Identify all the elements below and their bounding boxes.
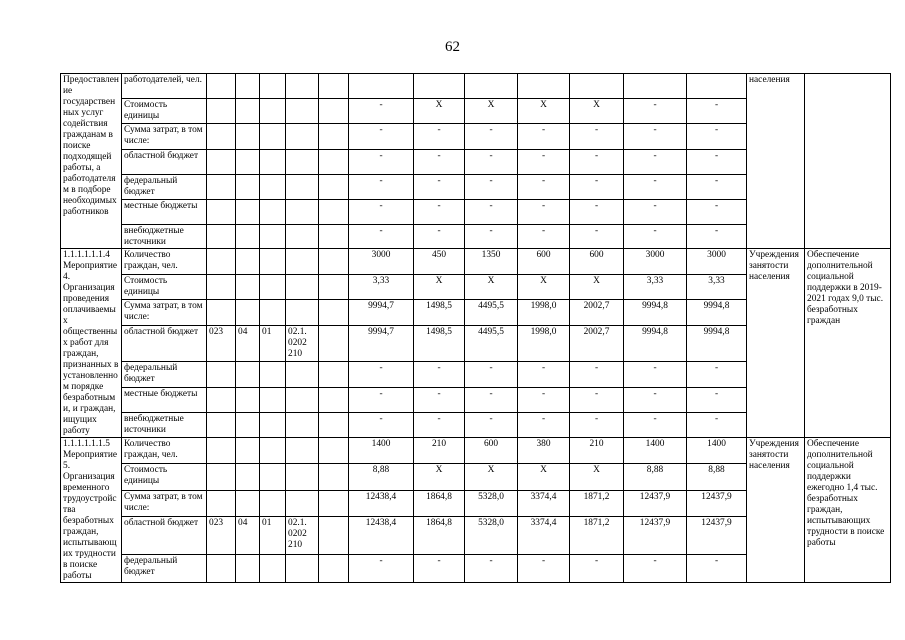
value-cell: - [570, 150, 624, 175]
code-cell [319, 99, 349, 124]
value-cell: 1998,0 [518, 325, 570, 362]
indicator-cell: местные бюджеты [122, 200, 207, 225]
value-cell: X [414, 99, 465, 124]
value-cell: - [414, 225, 465, 249]
value-cell: - [624, 554, 687, 582]
indicator-cell: Сумма затрат, в том числе: [122, 300, 207, 326]
code-cell [260, 362, 286, 388]
code-cell [319, 274, 349, 300]
value-cell: - [349, 225, 414, 249]
code-cell [260, 300, 286, 326]
indicator-cell: федеральный бюджет [122, 175, 207, 200]
code-cell [260, 74, 286, 99]
value-cell: - [687, 175, 747, 200]
code-cell: 023 [207, 516, 236, 554]
value-cell [349, 74, 414, 99]
code-cell [236, 362, 260, 388]
value-cell: - [624, 200, 687, 225]
page-number: 62 [445, 39, 460, 55]
value-cell [570, 74, 624, 99]
value-cell: 3000 [624, 249, 687, 275]
code-cell [286, 99, 319, 124]
value-cell: - [687, 387, 747, 413]
code-cell [319, 387, 349, 413]
code-cell [236, 438, 260, 464]
indicator-cell: федеральный бюджет [122, 554, 207, 582]
value-cell: 9994,8 [624, 300, 687, 326]
value-cell: - [624, 362, 687, 388]
value-cell: 1864,8 [414, 516, 465, 554]
value-cell: - [465, 124, 518, 150]
code-cell [207, 99, 236, 124]
value-cell [518, 74, 570, 99]
value-cell: 5328,0 [465, 516, 518, 554]
value-cell: 1350 [465, 249, 518, 275]
executor-cell: Учреждения занятости населения [747, 438, 805, 583]
code-cell [319, 175, 349, 200]
indicator-cell: областной бюджет [122, 516, 207, 554]
code-cell [207, 249, 236, 275]
value-cell: - [570, 225, 624, 249]
code-cell [286, 175, 319, 200]
value-cell: - [414, 554, 465, 582]
table-row [61, 438, 891, 464]
value-cell: - [518, 225, 570, 249]
code-cell [207, 124, 236, 150]
value-cell: - [624, 413, 687, 438]
value-cell: - [518, 200, 570, 225]
value-cell: 5328,0 [465, 490, 518, 516]
indicator-cell: Количество граждан, чел. [122, 249, 207, 275]
value-cell: 9994,8 [687, 325, 747, 362]
code-cell: 04 [236, 516, 260, 554]
code-cell [286, 554, 319, 582]
code-cell [236, 99, 260, 124]
value-cell: 1871,2 [570, 490, 624, 516]
indicator-cell: Сумма затрат, в том числе: [122, 124, 207, 150]
value-cell: - [349, 387, 414, 413]
value-cell: 1400 [687, 438, 747, 464]
code-cell [286, 438, 319, 464]
value-cell: 3,33 [624, 274, 687, 300]
code-cell [286, 387, 319, 413]
code-cell [286, 74, 319, 99]
code-cell [207, 74, 236, 99]
value-cell: 3374,4 [518, 516, 570, 554]
value-cell: - [518, 362, 570, 388]
value-cell: - [465, 175, 518, 200]
code-cell [319, 490, 349, 516]
code-cell: 01 [260, 325, 286, 362]
code-cell [319, 325, 349, 362]
code-cell [260, 490, 286, 516]
code-cell [236, 150, 260, 175]
value-cell: - [624, 225, 687, 249]
result-cell [805, 74, 891, 249]
value-cell: 600 [465, 438, 518, 464]
code-cell [207, 274, 236, 300]
indicator-cell: Количество граждан, чел. [122, 438, 207, 464]
code-cell [236, 554, 260, 582]
value-cell: X [518, 99, 570, 124]
value-cell: - [465, 150, 518, 175]
code-cell [319, 300, 349, 326]
value-cell: 9994,8 [624, 325, 687, 362]
indicator-cell: областной бюджет [122, 325, 207, 362]
value-cell: - [518, 413, 570, 438]
code-cell [286, 362, 319, 388]
value-cell: - [687, 150, 747, 175]
code-cell [286, 300, 319, 326]
code-cell [319, 74, 349, 99]
code-cell [286, 413, 319, 438]
value-cell: 1498,5 [414, 325, 465, 362]
code-cell [286, 200, 319, 225]
code-cell [286, 249, 319, 275]
code-cell [236, 74, 260, 99]
code-cell [260, 150, 286, 175]
value-cell: 1864,8 [414, 490, 465, 516]
value-cell: X [518, 274, 570, 300]
value-cell: - [518, 175, 570, 200]
code-cell [260, 464, 286, 490]
code-cell [260, 274, 286, 300]
table-row [61, 74, 891, 99]
value-cell: - [570, 362, 624, 388]
code-cell [236, 413, 260, 438]
value-cell: X [465, 464, 518, 490]
indicator-cell: Стоимость единицы [122, 464, 207, 490]
value-cell: - [570, 200, 624, 225]
value-cell: 4495,5 [465, 325, 518, 362]
code-cell [236, 464, 260, 490]
value-cell: - [624, 150, 687, 175]
value-cell: - [349, 175, 414, 200]
value-cell: - [624, 175, 687, 200]
code-cell [260, 413, 286, 438]
code-cell [319, 124, 349, 150]
code-cell [236, 490, 260, 516]
indicator-cell: работодателей, чел. [122, 74, 207, 99]
value-cell: 9994,7 [349, 300, 414, 326]
value-cell: - [414, 200, 465, 225]
code-cell [319, 362, 349, 388]
value-cell: - [349, 554, 414, 582]
value-cell [465, 74, 518, 99]
executor-cell: населения [747, 74, 805, 249]
code-cell [319, 200, 349, 225]
code-cell [207, 413, 236, 438]
value-cell: 3,33 [349, 274, 414, 300]
value-cell: - [570, 387, 624, 413]
value-cell: - [349, 150, 414, 175]
value-cell: - [687, 362, 747, 388]
value-cell: - [414, 150, 465, 175]
value-cell: - [349, 362, 414, 388]
code-cell [236, 249, 260, 275]
code-cell [236, 300, 260, 326]
measure-name: 1.1.1.1.1.1.5 Мероприятие 5. Организация временного трудоустройства безработных граждан, испытывающих трудности в поиске работы [61, 438, 122, 583]
value-cell: 1998,0 [518, 300, 570, 326]
value-cell: - [414, 387, 465, 413]
code-cell [207, 200, 236, 225]
value-cell: 210 [414, 438, 465, 464]
code-cell [260, 387, 286, 413]
value-cell: X [465, 99, 518, 124]
value-cell: - [570, 175, 624, 200]
code-cell: 02.1. 0202 210 [286, 516, 319, 554]
indicator-cell: областной бюджет [122, 150, 207, 175]
code-cell [260, 175, 286, 200]
value-cell: X [570, 464, 624, 490]
indicator-cell: местные бюджеты [122, 387, 207, 413]
code-cell [236, 124, 260, 150]
code-cell [207, 175, 236, 200]
value-cell: 12438,4 [349, 490, 414, 516]
result-cell: Обеспечение дополнительной социальной поддержки ежегодно 1,4 тыс. безработных граждан, испытывающих трудности в поиске работы [805, 438, 891, 583]
value-cell: 450 [414, 249, 465, 275]
indicator-cell: федеральный бюджет [122, 362, 207, 388]
value-cell: 3,33 [687, 274, 747, 300]
code-cell [207, 150, 236, 175]
indicator-cell: внебюджетные источники [122, 225, 207, 249]
code-cell [236, 274, 260, 300]
value-cell: 8,88 [349, 464, 414, 490]
result-cell: Обеспечение дополнительной социальной поддержки в 2019-2021 годах 9,0 тыс. безработных граждан [805, 249, 891, 438]
value-cell: 1400 [349, 438, 414, 464]
code-cell [207, 362, 236, 388]
code-cell [260, 124, 286, 150]
measure-name: 1.1.1.1.1.1.4 Мероприятие 4. Организация проведения оплачиваемых общественных работ для граждан, признанных в установленном порядке безработными, и граждан, ищущих работу [61, 249, 122, 438]
code-cell [260, 249, 286, 275]
code-cell [260, 554, 286, 582]
value-cell: 2002,7 [570, 325, 624, 362]
value-cell: - [687, 554, 747, 582]
value-cell: - [518, 387, 570, 413]
code-cell: 023 [207, 325, 236, 362]
code-cell [207, 225, 236, 249]
code-cell [319, 554, 349, 582]
code-cell [207, 438, 236, 464]
code-cell [207, 464, 236, 490]
code-cell [236, 387, 260, 413]
value-cell: 1871,2 [570, 516, 624, 554]
value-cell: 12437,9 [687, 490, 747, 516]
code-cell [207, 490, 236, 516]
value-cell: - [465, 554, 518, 582]
indicator-cell: Стоимость единицы [122, 274, 207, 300]
value-cell: - [624, 387, 687, 413]
code-cell [260, 200, 286, 225]
code-cell [319, 225, 349, 249]
value-cell: 12437,9 [624, 516, 687, 554]
code-cell [207, 554, 236, 582]
value-cell: 210 [570, 438, 624, 464]
value-cell: 12438,4 [349, 516, 414, 554]
value-cell: X [414, 274, 465, 300]
code-cell: 02.1. 0202 210 [286, 325, 319, 362]
code-cell [286, 225, 319, 249]
value-cell: - [349, 99, 414, 124]
code-cell [319, 464, 349, 490]
code-cell [319, 413, 349, 438]
value-cell: 2002,7 [570, 300, 624, 326]
value-cell [624, 74, 687, 99]
value-cell: - [518, 150, 570, 175]
code-cell [286, 464, 319, 490]
value-cell: - [570, 554, 624, 582]
value-cell: 12437,9 [687, 516, 747, 554]
code-cell: 01 [260, 516, 286, 554]
value-cell: - [687, 99, 747, 124]
indicator-cell: Стоимость единицы [122, 99, 207, 124]
value-cell: X [414, 464, 465, 490]
code-cell [286, 490, 319, 516]
value-cell: - [414, 175, 465, 200]
table-row [61, 249, 891, 275]
program-table [60, 73, 891, 583]
value-cell: 9994,8 [687, 300, 747, 326]
code-cell [207, 387, 236, 413]
value-cell: X [570, 99, 624, 124]
value-cell: 380 [518, 438, 570, 464]
code-cell [319, 249, 349, 275]
value-cell: 12437,9 [624, 490, 687, 516]
value-cell: 600 [570, 249, 624, 275]
code-cell [286, 150, 319, 175]
code-cell [260, 225, 286, 249]
value-cell: 8,88 [624, 464, 687, 490]
value-cell: - [465, 413, 518, 438]
value-cell: 600 [518, 249, 570, 275]
value-cell: 8,88 [687, 464, 747, 490]
value-cell: - [570, 413, 624, 438]
value-cell: - [518, 554, 570, 582]
code-cell [286, 274, 319, 300]
value-cell: - [349, 200, 414, 225]
value-cell: - [687, 225, 747, 249]
value-cell: X [465, 274, 518, 300]
value-cell [687, 74, 747, 99]
value-cell [414, 74, 465, 99]
measure-name: Предоставление государственных услуг содействия гражданам в поиске подходящей работы, а работодателям в подборе необходимых работников [61, 74, 122, 249]
value-cell: - [349, 124, 414, 150]
value-cell: - [465, 362, 518, 388]
code-cell [236, 225, 260, 249]
value-cell: - [465, 200, 518, 225]
value-cell: 1400 [624, 438, 687, 464]
value-cell: - [687, 124, 747, 150]
indicator-cell: Сумма затрат, в том числе: [122, 490, 207, 516]
code-cell [236, 175, 260, 200]
value-cell: - [414, 362, 465, 388]
value-cell: 4495,5 [465, 300, 518, 326]
value-cell: X [570, 274, 624, 300]
code-cell [286, 124, 319, 150]
value-cell: 3000 [687, 249, 747, 275]
value-cell: - [414, 413, 465, 438]
value-cell: - [687, 200, 747, 225]
code-cell [319, 150, 349, 175]
value-cell: - [570, 124, 624, 150]
value-cell: - [624, 124, 687, 150]
code-cell [260, 438, 286, 464]
code-cell [319, 438, 349, 464]
value-cell: - [518, 124, 570, 150]
value-cell: - [465, 387, 518, 413]
value-cell: X [518, 464, 570, 490]
value-cell: 1498,5 [414, 300, 465, 326]
value-cell: - [465, 225, 518, 249]
value-cell: 9994,7 [349, 325, 414, 362]
value-cell: 3000 [349, 249, 414, 275]
code-cell: 04 [236, 325, 260, 362]
code-cell [207, 300, 236, 326]
value-cell: - [349, 413, 414, 438]
indicator-cell: внебюджетные источники [122, 413, 207, 438]
executor-cell: Учреждения занятости населения [747, 249, 805, 438]
value-cell: - [414, 124, 465, 150]
value-cell: - [624, 99, 687, 124]
code-cell [260, 99, 286, 124]
value-cell: 3374,4 [518, 490, 570, 516]
value-cell: - [687, 413, 747, 438]
code-cell [236, 200, 260, 225]
code-cell [319, 516, 349, 554]
